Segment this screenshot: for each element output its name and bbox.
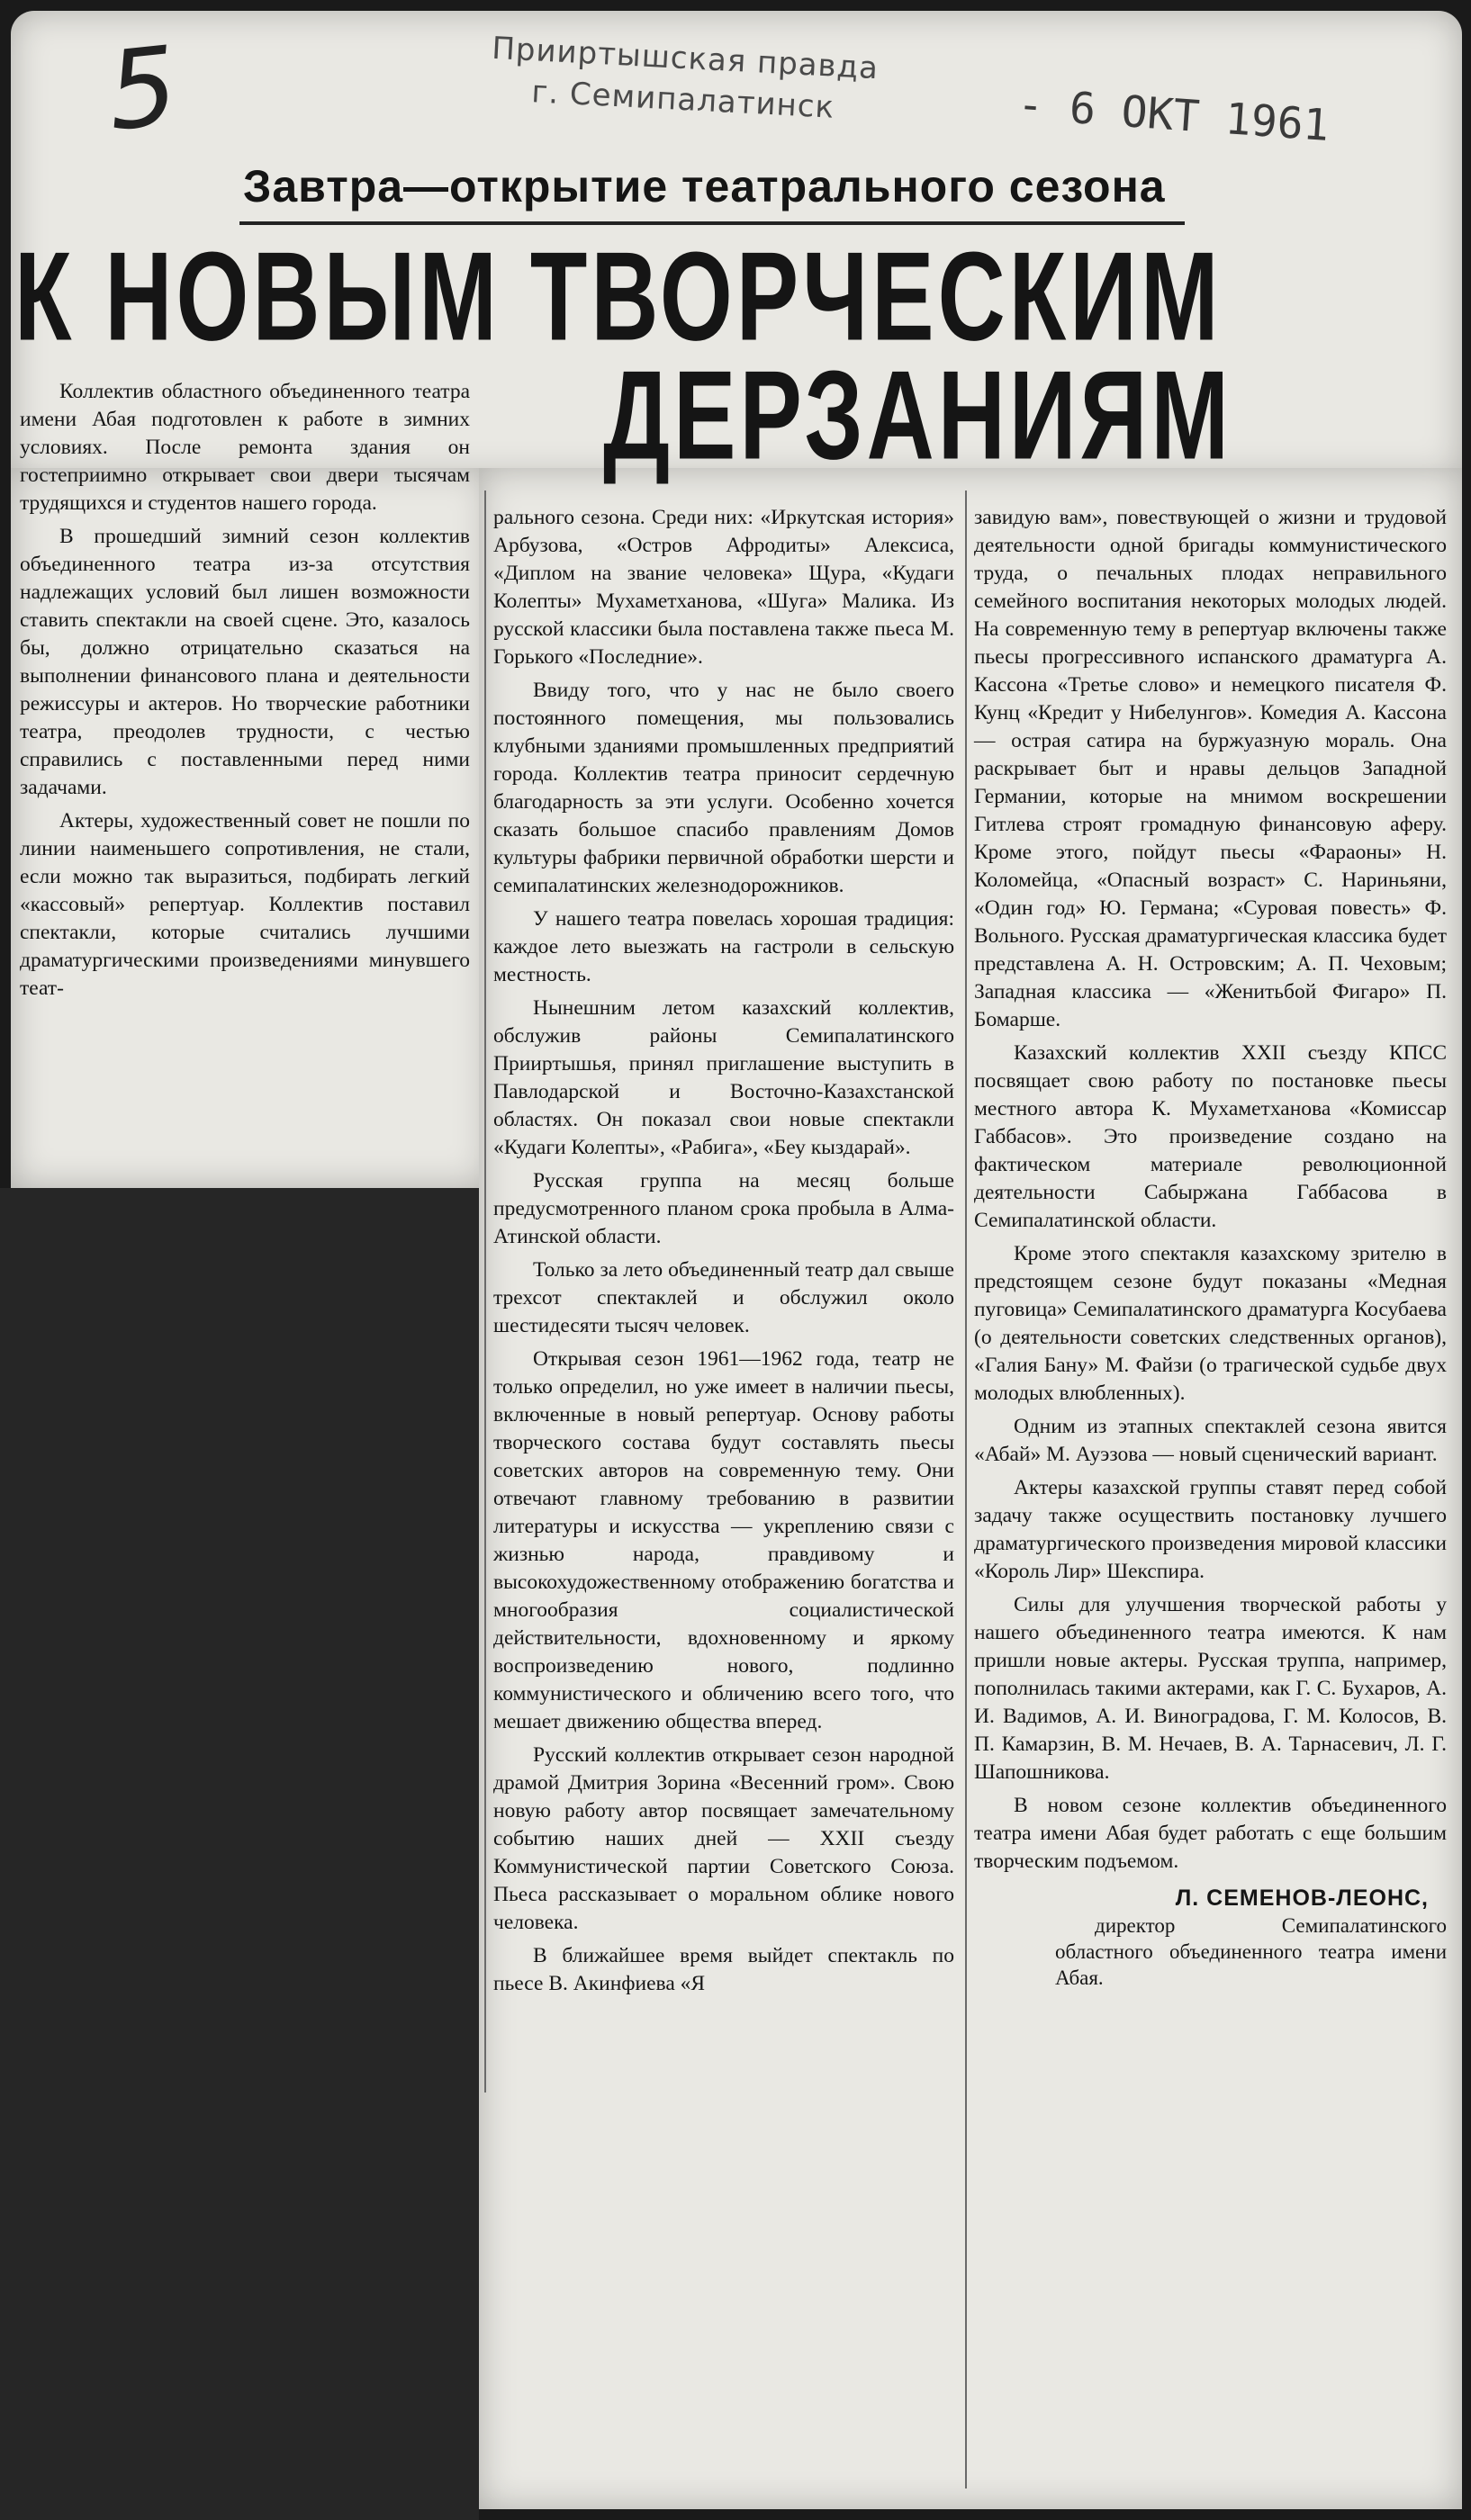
headline-line1: К НОВЫМ ТВОРЧЕСКИМ [14,226,1223,368]
paragraph: Нынешним летом казахский коллектив, обслужив районы Семипалатинского Прииртышья, принял приглашение выступить в Павлодарской и Восточно-Казахстанской областях. Он показал свои новые спектакли «Кудаги Колепты», «Рабига», «Беу кыздарай». [493,996,954,1159]
stamp-city: г. Семипалатинск [530,74,836,126]
paragraph: Ввиду того, что у нас не было своего постоянного помещения, мы пользовались клубными зданиями промышленных предприятий города. Коллектив театра приносит сердечную благодарность за эти услуги. Особенно хочется сказать большое спасибо правлениям Домов культуры фабрики первичной обработки шерсти и семипалатинских железнодорожников. [493,679,954,897]
author-signature: Л. СЕМЕНОВ-ЛЕОНС, [1175,1886,1429,1911]
paragraph: завидую вам», повествующей о жизни и трудовой деятельности одной бригады коммунистического труда, о печальных плодах неправильного семейного воспитания некоторых молодых людей. На современную тему в репертуар включены также пьесы прогрессивного испанского драматурга А. Кассона «Третье слово» и немецкого писателя Ф. Кунц «Кредит у Нибелунгов». Комедия А. Кассона — острая сатира на буржуазную мораль. Она раскрывает быт и нравы дельцов Западной Германии, которые на мнимом воскрешении Гитлева строят громадную финансовую аферу. Кроме этого, пойдут пьесы «Фараоны» Н. Коломейца, «Опасный возраст» С. Нариньяни, «Один год» Ю. Германа; «Суровая повесть» Ф. Вольного. Русская драматургическая классика будет представлена А. Н. Островским; А. П. Чеховым; Западная классика — «Женитьбой Фигаро» П. Бомарше. [974,506,1447,1031]
column-rule [965,490,967,2488]
headline-line2: ДЕРЗАНИЯМ [603,345,1232,487]
paragraph: В ближайшее время выйдет спектакль по пьесе В. Акинфиева «Я [493,1944,954,1995]
article-column-1 [20,378,470,1008]
paragraph: Кроме этого спектакля казахскому зрителю в предстоящем сезоне будут показаны «Медная пуговица» Семипалатинского драматурга Косубаева (о деятельности советских следственных органов), «Галия Бану» М. Файзи (о трагической судьбе двух молодых влюбленных). [974,1242,1447,1405]
paragraph: В новом сезоне коллектив объединенного театра имени Абая будет работать с еще большим творческим подъемом. [974,1794,1447,1873]
paragraph: рального сезона. Среди них: «Иркутская история» Арбузова, «Остров Афродиты» Алексиса, «Диплом на звание человека» Щура, «Кудаги Колепты» Мухаметханова, «Шуга» Малика. Из русской классики была поставлена также пьеса М. Горького «Последние». [493,506,954,669]
paragraph: Актеры, художественный совет не пошли по линии наименьшего сопротивления, не стали, если можно так выразиться, подбирать легкий «кассовый» репертуар. Коллектив поставил спектакли, которые считались лучшими драматургическими произведениями минувшего теат- [20,809,470,1000]
paragraph: Русский коллектив открывает сезон народной драмой Дмитрия Зорина «Весенний гром». Свою новую работу автор посвящает замечательному событию наших дней — XXII съезду Коммунистической партии Советского Союза. Пьеса рассказывает о моральном облике нового человека. [493,1743,954,1934]
dark-background [0,1188,479,2520]
handwritten-number: 5 [101,23,184,156]
kicker-underline [239,221,1185,225]
paragraph: В прошедший зимний сезон коллектив объединенного театра из-за отсутствия надлежащих условий был лишен возможности ставить спектакли на своей сцене. Это, казалось бы, должно отрицательно сказаться на выполнении финансового плана и деятельности режиссуры и актеров. Но творческие работники театра, преодолев трудности, с честью справились с поставленными перед ними задачами. [20,525,470,799]
paragraph: Одним из этапных спектаклей сезона явится «Абай» М. Ауэзова — новый сценический вариант. [974,1415,1447,1466]
paragraph: У нашего театра повелась хорошая традиция: каждое лето выезжать на гастроли в сельскую местность. [493,907,954,986]
author-role: директор Семипалатинского областного объединенного театра имени Абая. [1055,1914,1447,1989]
column-rule [484,490,486,2092]
date-stamp: - 6 ОКТ 1961 [1015,78,1331,152]
kicker: Завтра—открытие театрального сезона [243,161,1166,212]
paragraph: Русская группа на месяц больше предусмотренного планом срока пробыла в Алма-Атинской области. [493,1169,954,1248]
paragraph: Коллектив областного объединенного театра имени Абая подготовлен к работе в зимних условиях. После ремонта здания он гостеприимно открывает свои двери тысячам трудящихся и студентов нашего города. [20,380,470,515]
article-column-3 [974,504,1447,1996]
paragraph: Силы для улучшения творческой работы у нашего объединенного театра имеются. К нам пришли новые актеры. Русская труппа, например, пополнилась такими актерами, как Г. С. Бухаров, А. И. Вадимов, А. И. Виноградова, Г. М. Колосов, В. П. Камарзин, В. М. Нечаев, В. А. Тарнасевич, Л. Г. Шапошникова. [974,1593,1447,1784]
paragraph: Открывая сезон 1961—1962 года, театр не только определил, но уже имеет в наличии пьесы, включенные в новый репертуар. Основу работы творческого состава будут составлять пьесы советских авторов на современную тему. Они отвечают главному требованию в развитии литературы и искусства — укреплению связи с жизнью народа, правдивому и высокохудожественному отображению богатства и многообразия социалистической действительности, вдохновенному и яркому воспроизведению нового, подлинно коммунистического и обличению всего того, что мешает движению общества вперед. [493,1347,954,1733]
paragraph: Только за лето объединенный театр дал свыше трехсот спектаклей и обслужил около шестидесяти тысяч человек. [493,1258,954,1337]
article-column-2 [493,504,954,2003]
paragraph: Актеры казахской группы ставят перед собой задачу также осуществить постановку лучшего драматургического произведения мировой классики «Король Лир» Шекспира. [974,1476,1447,1583]
paragraph: Казахский коллектив XXII съезду КПСС посвящает свою работу по постановке пьесы местного автора К. Мухаметханова «Комиссар Габбасов». Это произведение создано на фактическом материале революционной деятельности Сабыржана Габбасова в Семипалатинской области. [974,1041,1447,1232]
stamp-newspaper: Прииртышская правда [491,30,880,87]
